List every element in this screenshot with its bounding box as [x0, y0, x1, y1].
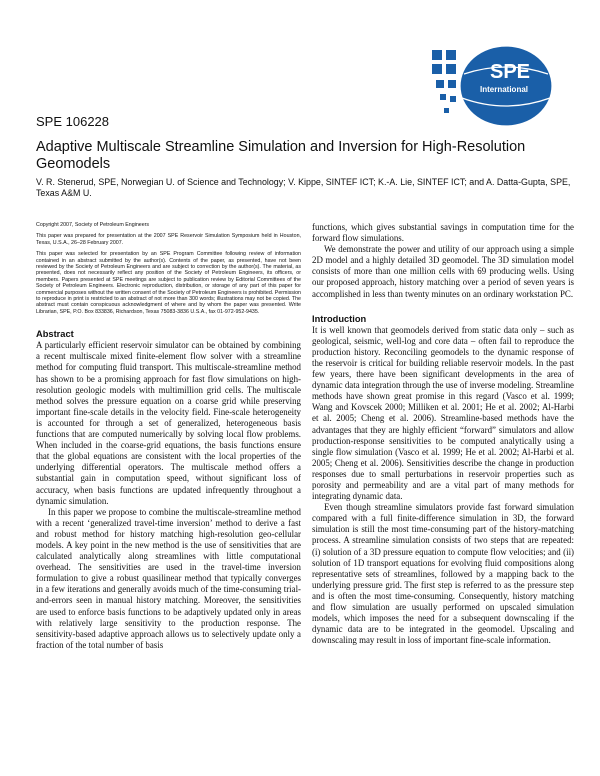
legal-notice: This paper was selected for presentation by an SPE Program Committee following review of information contained in an abstract submitted by the author(s). Contents of the paper, as presented, have not been reviewed by the Society of Petroleum Engineers and are subject to correction by the author(s). The material, as presented, does not necessarily reflect any position of the Society of Petroleum Engineers, its officers, or members. Papers presented at SPE meetings are subject to publication review by Editorial Committees of the Society of Petroleum Engineers. Electronic reproduction, distribution, or storage of any part of this paper for commercial purposes without the written consent of the Society of Petroleum Engineers is prohibited. Permission to reproduce in print is restricted to an abstract of not more than 300 words; illustrations may not be copied. The abstract must contain conspicuous acknowledgment of where and by whom the paper was presented. Write Librarian, SPE, P.O. Box 833836, Richardson, Texas 75083-3836 U.S.A., fax 01-972-952-9435.	[36, 251, 301, 315]
introduction-paragraph-2: Even though streamline simulators provide fast forward simulation compared with a full finite-difference simulation in 3D, the forward simulation is still the most time-consuming part of the history-matching process. A streamline simulation consists of two steps that are repeated: (i) solution of a 3D pressure equation to compute flow velocities; and (ii) solution of 1D transport equations for evolving fluid compositions along representative sets of streamlines, followed by a mapping back to the underlying pressure grid. The first step is referred to as the pressure step and is often the most time-consuming. Consequently, history matching and flow simulation are usually performed on upscaled simulation models, which imposes the need for a subsequent downscaling if the dynamic data are to be integrated in the geomodel. Upscaling and downscaling may result in loss of important fine-scale information.	[312, 502, 574, 646]
abstract-paragraph-3: We demonstrate the power and utility of our approach using a simple 2D model and a highly detailed 3D geomodel. The 3D simulation model consists of more than one million cells with 69 producing wells. Using our proposed approach, history matching over a period of seven years is accomplished in less than twenty minutes on an ordinary workstation PC.	[312, 244, 574, 299]
copyright-notice: Copyright 2007, Society of Petroleum Engineers	[36, 222, 150, 228]
logo-primary-text: SPE	[490, 61, 531, 83]
left-column	[36, 222, 301, 651]
logo-secondary-text: International	[480, 85, 529, 94]
abstract-heading: Abstract	[36, 329, 74, 340]
right-column	[312, 222, 574, 646]
introduction-paragraph-1: It is well known that geomodels derived from static data only – such as geological, seismic, well-log and core data – often fail to reproduce the production history. Reconciling geomodels to the dynamic response of the reservoir is critical for building reliable reservoir models. In the past few years, there have been significant developments in the area of dynamic data integration through the use of inverse modeling. Streamline methods have shown great promise in this regard (Vasco et al. 1999; Wang and Kovscek 2000; Milliken et al. 2001; He et al. 2002; Al-Harbi et al. 2005; Cheng et al. 2006). Streamline-based methods have the advantages that they are highly efficient “forward” simulators and allow production-response sensitivities to be computed analytically using a single flow simulation (Vasco et al. 1999; He et al. 2002; Al-Harbi et al. 2005; Cheng et al. 2006). Sensitivities describe the change in production responses due to small perturbations in reservoir properties such as porosity and permeability and are a vital part of many methods for integrating dynamic data.	[312, 324, 574, 502]
abstract-paragraph-1: A particularly efficient reservoir simulator can be obtained by combining a recent multiscale mixed finite-element flow solver with a streamline method for computing fluid transport. This multiscale-streamline method has shown to be a promising approach for fast flow simulations on high-resolution geologic models with multimillion grid cells. The multiscale method solves the pressure equation on a coarse grid while preserving important fine-scale details in the velocity field. Fine-scale heterogeneity is accounted for through a set of generalized, heterogeneous basis functions that are computed numerically by solving local flow problems. When included in the coarse-grid equations, the basis functions ensure that the global equations are consistent with the local properties of the underlying differential operators. The multiscale method offers a substantial gain in computation speed, without significant loss of accuracy, when basis functions are updated infrequently throughout a dynamic simulation.	[36, 340, 301, 506]
authors: V. R. Stenerud, SPE, Norwegian U. of Science and Technology; V. Kippe, SINTEF ICT; K.-A. Lie, SINTEF ICT; and A. Datta-Gupta, SPE, Texas A&M U.	[36, 177, 571, 199]
paper-title: Adaptive Multiscale Streamline Simulation and Inversion for High-Resolution Geomodels	[36, 139, 526, 172]
presentation-notice: This paper was prepared for presentation at the 2007 SPE Reservoir Simulation Symposium held in Houston, Texas, U.S.A., 26–28 February 2007.	[36, 233, 301, 246]
abstract-continuation: functions, which gives substantial savings in computation time for the forward flow simulations.	[312, 222, 574, 244]
introduction-heading: Introduction	[312, 313, 367, 324]
abstract-paragraph-2: In this paper we propose to combine the multiscale-streamline method with a recent ‘generalized travel-time inversion’ method to derive a fast and robust method for history matching high-resolution geo-cellular models. A key point in the new method is the use of sensitivities that are calculated analytically along streamlines with little computational overhead. The sensitivities are used in the travel-time inversion formulation to give a robust quasilinear method that typically converges in a few iterations and generally avoids much of the time-consuming trial-and-errors seen in manual history matching. Moreover, the sensitivities are used to enforce basis functions to be adaptively updated only in areas with relatively large sensitivity to the production response. The sensitivity-based adaptive approach allows us to selectively update only a fraction of the total number of basis	[36, 506, 301, 650]
paper-number: SPE 106228	[36, 114, 110, 129]
